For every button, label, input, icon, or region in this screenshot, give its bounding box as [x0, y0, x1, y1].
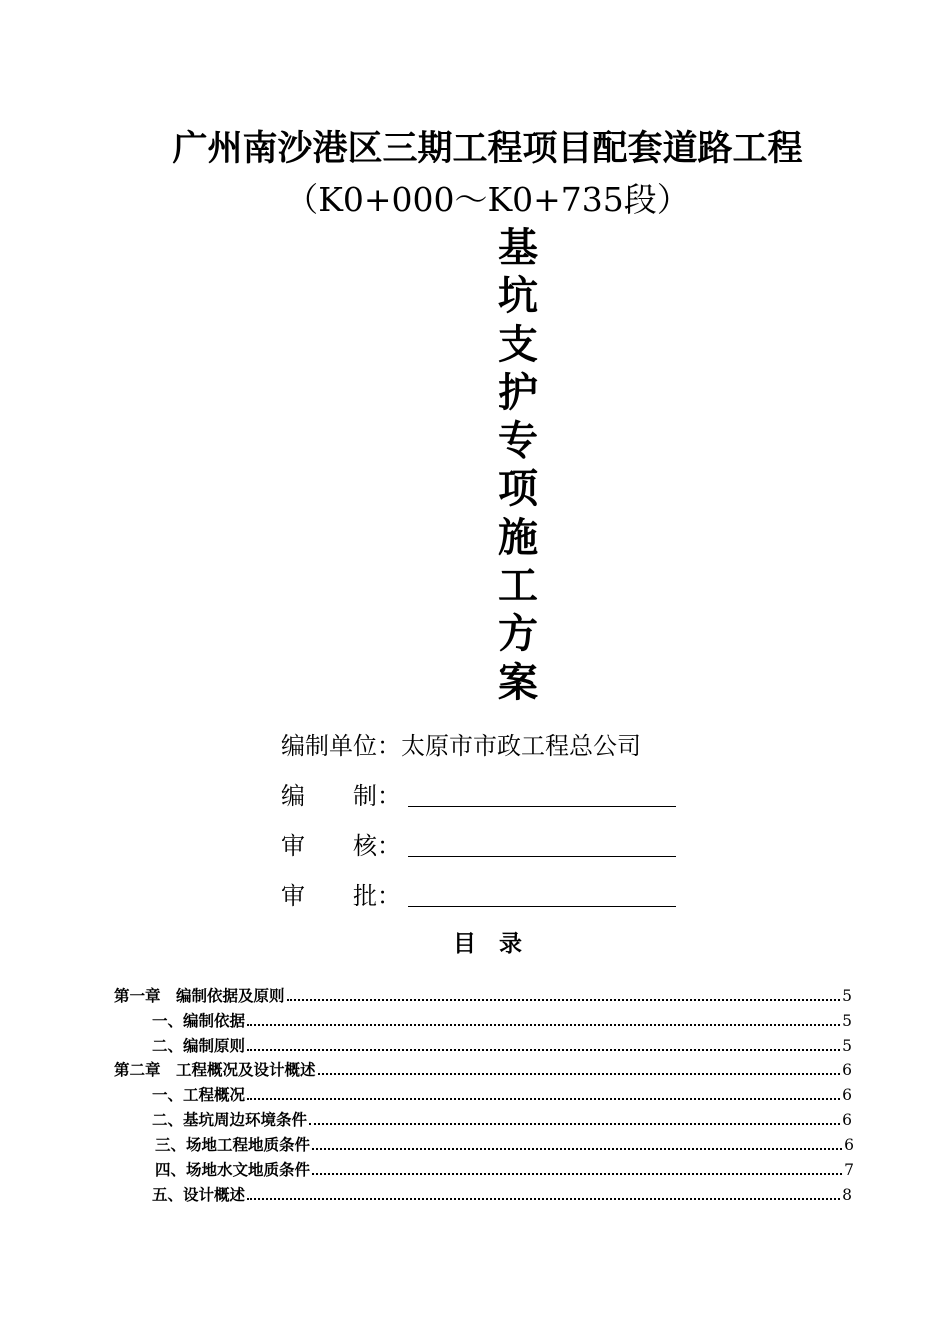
toc-entry-text: 二、编制原则 — [152, 1036, 246, 1055]
document-title-vertical — [492, 224, 544, 707]
toc-entry-text: 一、工程概况 — [152, 1085, 246, 1104]
toc-leader-dots — [247, 1198, 840, 1200]
toc-entry-page: 6 — [842, 1086, 852, 1104]
compiling-unit-row — [281, 731, 641, 761]
approver-row — [281, 881, 409, 911]
toc-entry[interactable] — [155, 1134, 854, 1156]
toc-entry-text: 五、设计概述 — [152, 1185, 246, 1204]
reviewer-label: 审 核： — [281, 832, 401, 860]
toc-entry-page: 6 — [842, 1061, 852, 1079]
toc-entry-page: 5 — [842, 1037, 852, 1055]
toc-entry[interactable] — [155, 1159, 854, 1181]
document-title-char: 坑 — [498, 272, 538, 320]
toc-entry[interactable] — [114, 985, 852, 1007]
toc-entry-page: 8 — [842, 1186, 852, 1204]
toc-heading: 目 录 — [453, 930, 522, 957]
approver-signature-line — [408, 906, 676, 907]
toc-entry-text: 三、场地工程地质条件 — [155, 1135, 311, 1154]
toc-leader-dots — [247, 1098, 840, 1100]
toc-entry[interactable] — [152, 1035, 852, 1057]
approver-label: 审 批： — [281, 882, 401, 910]
toc-leader-dots — [312, 1173, 842, 1175]
compiling-unit-label: 编制单位： — [281, 732, 401, 760]
project-section-range: （K0+000～K0+735段） — [285, 180, 690, 219]
toc-entry[interactable] — [152, 1184, 852, 1206]
toc-leader-dots — [312, 1148, 842, 1150]
compiler-row — [281, 781, 409, 811]
toc-entry-text: 二、基坑周边环境条件 — [152, 1110, 308, 1129]
document-title-char: 专 — [498, 417, 538, 465]
toc-leader-dots — [309, 1123, 840, 1125]
toc-leader-dots — [287, 999, 841, 1001]
toc-entry-text: 第二章 工程概况及设计概述 — [114, 1060, 316, 1079]
reviewer-signature-line — [408, 856, 676, 857]
toc-entry[interactable] — [152, 1109, 852, 1131]
toc-entry[interactable] — [114, 1059, 852, 1081]
document-title-char: 方 — [498, 610, 538, 658]
document-title-char: 护 — [498, 368, 538, 416]
toc-entry-page: 5 — [842, 1012, 852, 1030]
toc-entry-text: 一、编制依据 — [152, 1011, 246, 1030]
toc-leader-dots — [247, 1049, 840, 1051]
toc-entry[interactable] — [152, 1010, 852, 1032]
toc-entry-page: 6 — [844, 1136, 854, 1154]
reviewer-row — [281, 831, 409, 861]
compiler-signature-line — [408, 806, 676, 807]
toc-leader-dots — [247, 1024, 840, 1026]
document-title-char: 施 — [498, 513, 538, 561]
document-title-char: 支 — [498, 320, 538, 368]
document-title-char: 工 — [498, 562, 538, 610]
project-title: 广州南沙港区三期工程项目配套道路工程 — [172, 128, 803, 169]
toc-entry-page: 6 — [842, 1111, 852, 1129]
toc-entry-page: 5 — [842, 987, 852, 1005]
document-title-char: 案 — [498, 658, 538, 706]
compiling-unit-value: 太原市市政工程总公司 — [401, 732, 641, 760]
toc-entry-text: 第一章 编制依据及原则 — [114, 986, 285, 1005]
toc-entry[interactable] — [152, 1084, 852, 1106]
toc-entry-page: 7 — [844, 1161, 854, 1179]
document-title-char: 项 — [498, 465, 538, 513]
compiler-label: 编 制： — [281, 782, 401, 810]
document-title-char: 基 — [498, 224, 538, 271]
toc-leader-dots — [318, 1073, 841, 1075]
toc-entry-text: 四、场地水文地质条件 — [155, 1160, 311, 1179]
